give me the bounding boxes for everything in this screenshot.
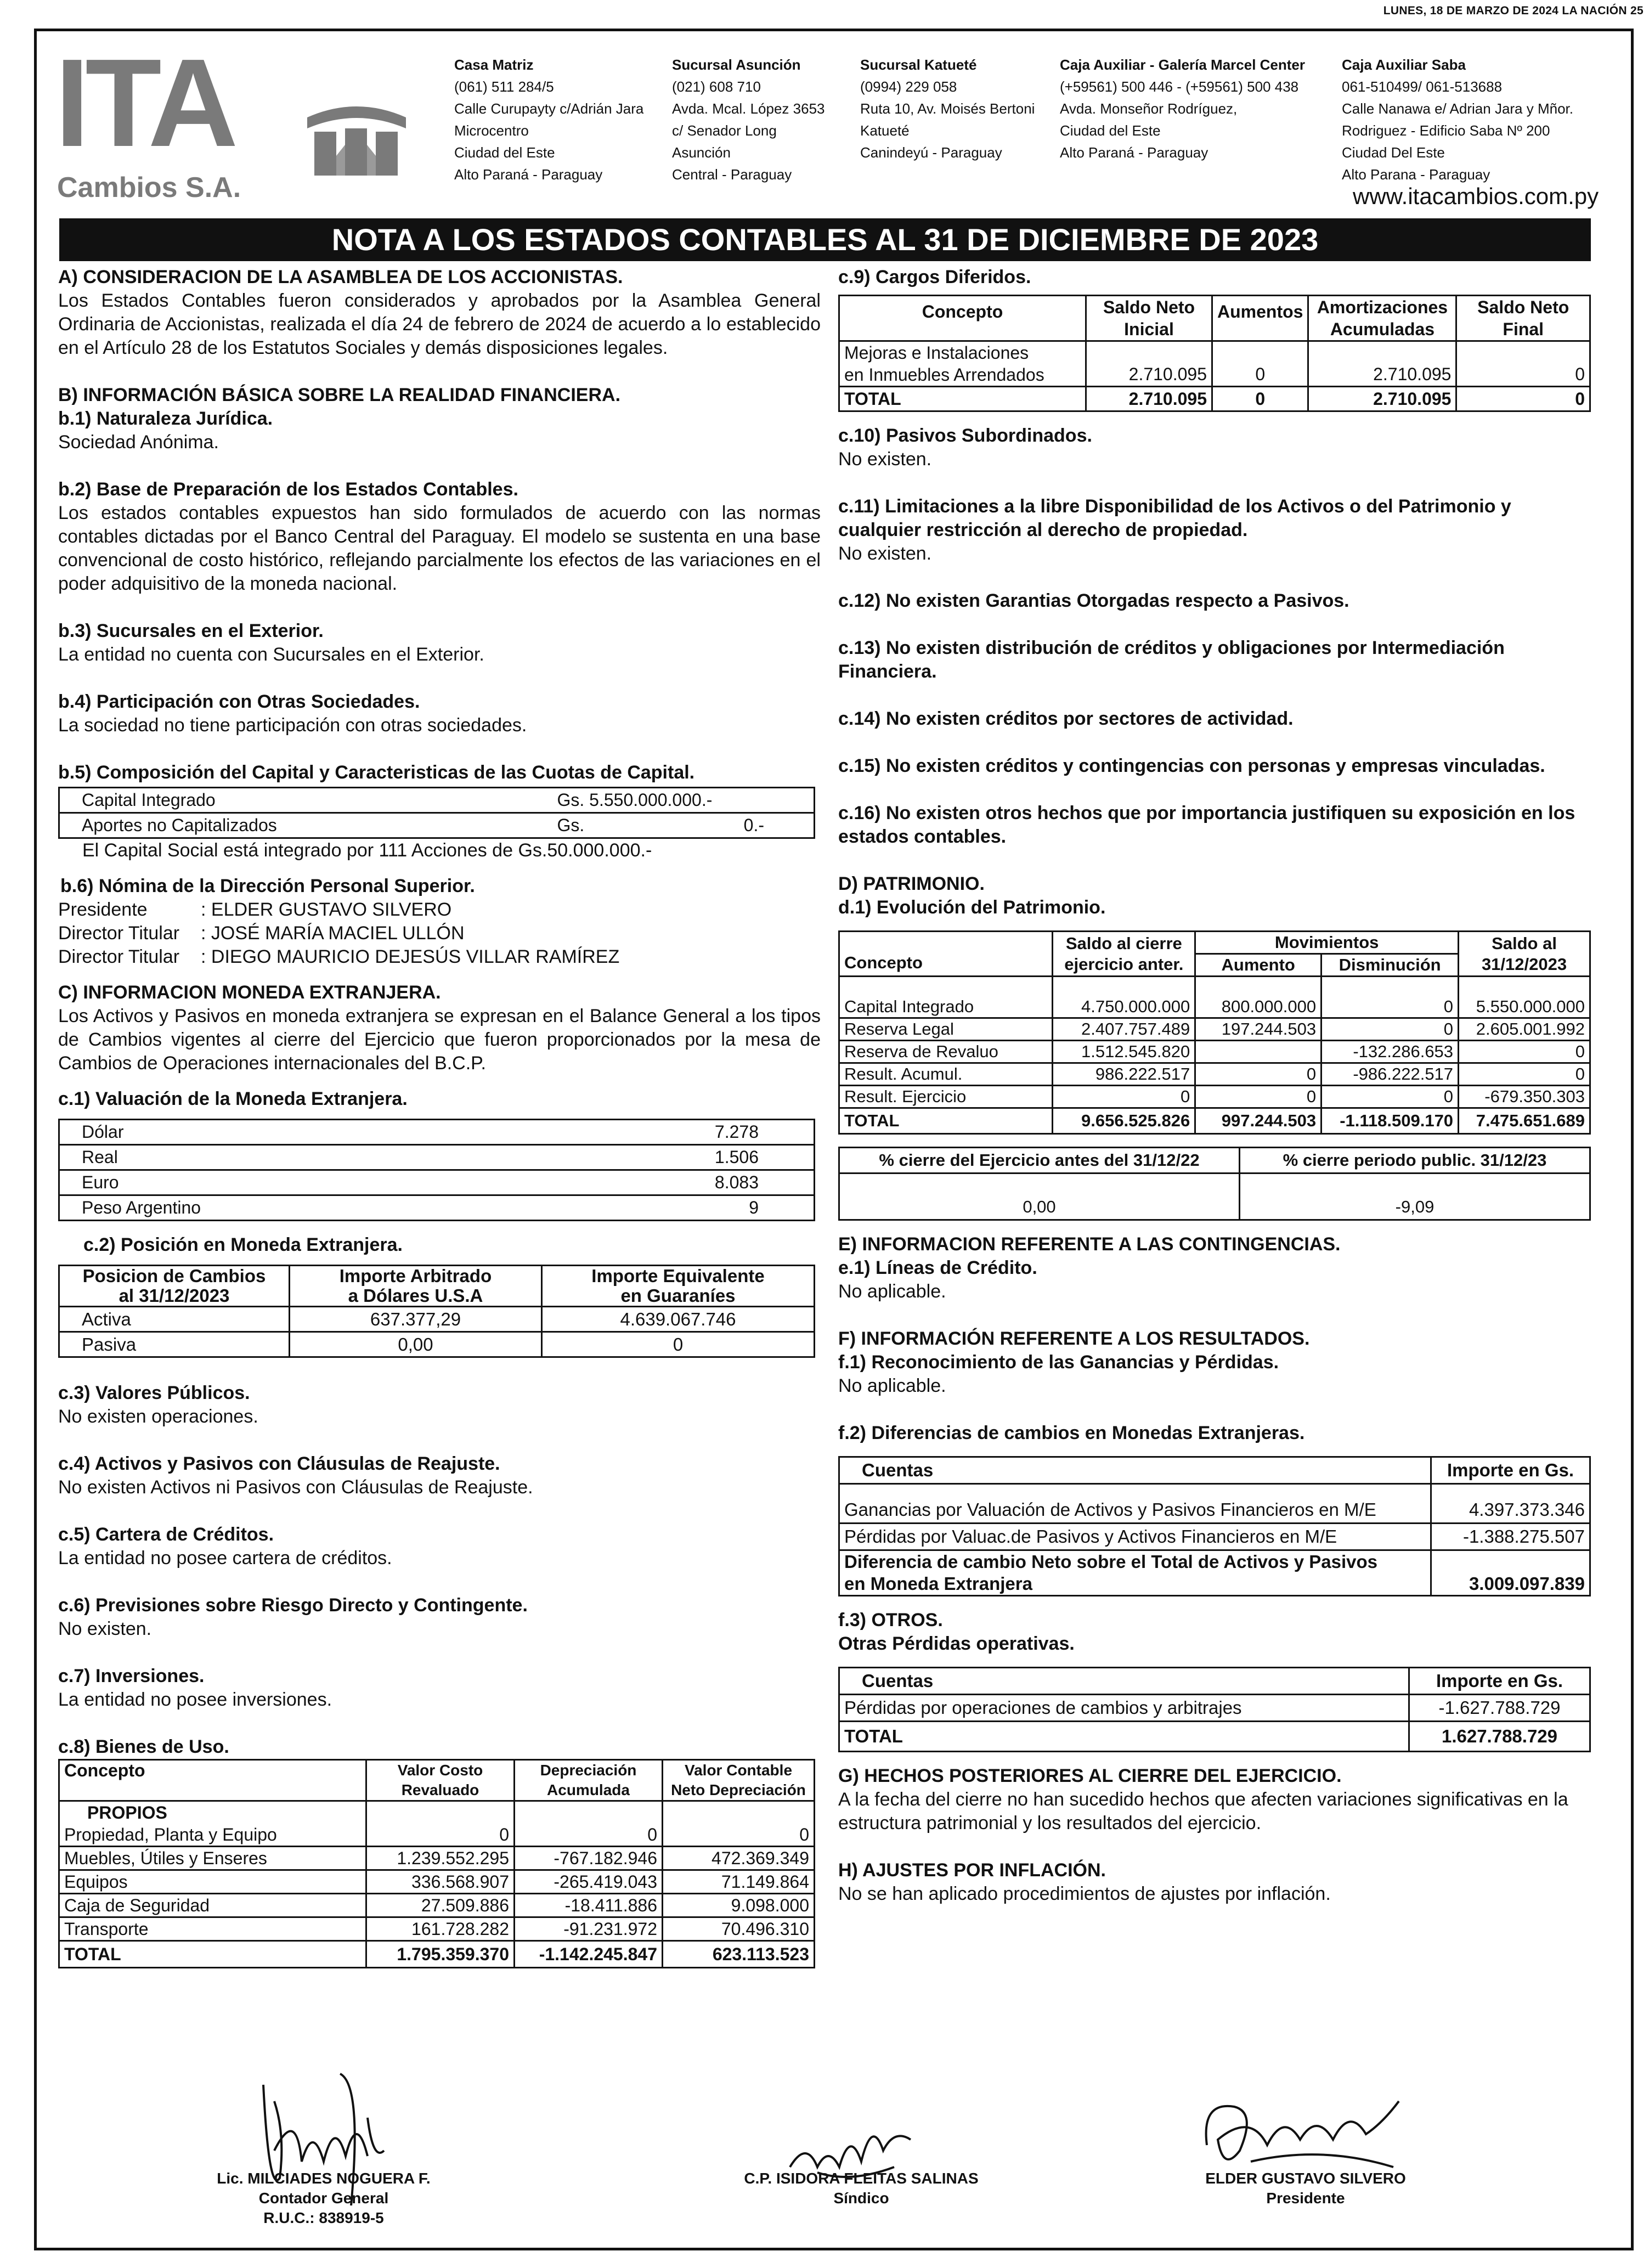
c5-heading: c.5) Cartera de Créditos. [58,1524,274,1545]
c3-heading: c.3) Valores Públicos. [58,1383,250,1403]
section-f-heading: F) INFORMACIÓN REFERENTE A LOS RESULTADOS. [838,1328,1310,1349]
b1-heading: b.1) Naturaleza Jurídica. [58,408,273,429]
table-row: Director Titular : DIEGO MAURICIO DEJESÚS VILLAR RAMÍREZ [58,946,620,967]
signature-sindico: C.P. ISIDORA FLEITAS SALINAS Síndico [744,2170,979,2207]
d1-heading: d.1) Evolución del Patrimonio. [838,897,1106,918]
table-header: Posicion de Cambios al 31/12/2023 Importe Arbitrado a Dólares U.S.A Importe Equivalente en Guaraníes [59,1266,815,1307]
website-link[interactable]: www.itacambios.com.py [1353,183,1599,209]
other-losses-table [838,1667,1591,1752]
c7-heading: c.7) Inversiones. [58,1666,205,1686]
f2-heading: f.2) Diferencias de cambios en Monedas Extranjeras. [838,1423,1305,1443]
table-row: Result. Ejercicio 0 0 0 -679.350.303 [839,1085,1590,1108]
c8-heading: c.8) Bienes de Uso. [58,1736,229,1757]
left-column [58,266,821,1968]
e1-text: No aplicable. [838,1281,946,1302]
table-total-row: TOTAL 2.710.095 0 2.710.095 0 [839,387,1590,411]
table-row: Propiedad, Planta y Equipo 0 0 0 [59,1824,815,1847]
c5-text: La entidad no posee cartera de créditos. [58,1548,392,1569]
table-total-row: TOTAL 1.795.359.370 -1.142.245.847 623.113.523 [59,1941,815,1968]
table-row: Transporte 161.728.282 -91.231.972 70.496.310 [59,1917,815,1941]
table-total-row: TOTAL 1.627.788.729 [839,1721,1590,1751]
c4-heading: c.4) Activos y Pasivos con Cláusulas de Reajuste. [58,1453,500,1474]
table-row: PROPIOS [59,1801,815,1824]
c11-text: No existen. [838,543,932,564]
table-header: Concepto Saldo al cierre ejercicio anter. Movimientos Saldo al 31/12/2023 [839,932,1590,954]
table-total-row: TOTAL 9.656.525.826 997.244.503 -1.118.509.170 7.475.651.689 [839,1108,1590,1133]
b4-heading: b.4) Participación con Otras Sociedades. [58,691,420,712]
table-row: Capital Integrado 4.750.000.000 800.000.000 0 5.550.000.000 [839,996,1590,1018]
table-header: Cuentas Importe en Gs. [839,1457,1590,1484]
page-title: NOTA A LOS ESTADOS CONTABLES AL 31 DE DICIEMBRE DE 2023 [59,218,1591,261]
section-a-heading: A) CONSIDERACION DE LA ASAMBLEA DE LOS ACCIONISTAS. [58,267,623,287]
section-a-text: Los Estados Contables fueron considerados y aprobados por la Asamblea General Ordinaria de Accionistas, realizada el día 24 de febrero de 2024 de acuerdo a lo establecido en el Artículo 28 de los Estatutos Sociales y demás disposiciones legales. [58,290,821,358]
section-b-heading: B) INFORMACIÓN BÁSICA SOBRE LA REALIDAD FINANCIERA. [58,385,621,405]
table-row: Peso Argentino 9 [82,1198,759,1217]
capital-table [58,787,815,839]
table-row: Director Titular : JOSÉ MARÍA MACIEL ULLÓN [58,923,465,944]
b2-heading: b.2) Base de Preparación de los Estados Contables. [58,479,518,500]
c9-heading: c.9) Cargos Diferidos. [838,267,1031,287]
section-h-text: No se han aplicado procedimientos de ajustes por inflación. [838,1883,1331,1904]
section-d-heading: D) PATRIMONIO. [838,873,985,894]
section-c-text: Los Activos y Pasivos en moneda extranjera se expresan en el Balance General a los tipos de Cambios vigentes al cierre del Ejercicio que fueron proporcionados por la mesa de Cambios de Operaciones internacionales del B.C.P. [58,1006,821,1074]
b4-text: La sociedad no tiene participación con otras sociedades. [58,715,527,736]
signature-contador: Lic. MILCIADES NOGUERA F. Contador General R.U.C.: 838919-5 [217,2170,431,2226]
table-row: Muebles, Útiles y Enseres 1.239.552.295 -767.182.946 472.369.349 [59,1847,815,1870]
section-g-text: A la fecha del cierre no han sucedido hechos que afecten variaciones significativas en la estructura patrimonial y los resultados del ejercicio. [838,1789,1568,1833]
table-header: Concepto Valor Costo Revaluado Depreciación Acumulada Valor Contable Neto Depreciación [59,1760,815,1801]
table-row: Dólar 7.278 [59,1120,815,1145]
f1-heading: f.1) Reconocimiento de las Ganancias y Pérdidas. [838,1352,1279,1373]
c6-text: No existen. [58,1618,152,1639]
b1-text: Sociedad Anónima. [58,432,219,453]
directors-table [58,898,619,969]
table-row: Reserva de Revaluo 1.512.545.820 -132.286.653 0 [839,1040,1590,1063]
table-header: Cuentas Importe en Gs. [839,1667,1590,1694]
c10-heading: c.10) Pasivos Subordinados. [838,425,1092,446]
office-casa-matriz: Casa Matriz (061) 511 284/5 Calle Curupayty c/Adrián Jara Microcentro Ciudad del Este Alto Paraná - Paraguay [454,57,644,183]
c7-text: La entidad no posee inversiones. [58,1689,332,1710]
logo-mark-icon [304,95,409,178]
right-column [838,266,1591,1906]
c4-text: No existen Activos ni Pasivos con Cláusulas de Reajuste. [58,1477,533,1498]
table-row: 0,00 -9,09 [839,1195,1590,1220]
b5-heading: b.5) Composición del Capital y Caracteristicas de las Cuotas de Capital. [58,762,695,783]
capital-note: El Capital Social está integrado por 111 Acciones de Gs.50.000.000.- [82,840,652,861]
section-g-heading: G) HECHOS POSTERIORES AL CIERRE DEL EJERCICIO. [838,1765,1342,1786]
section-e-heading: E) INFORMACION REFERENTE A LAS CONTINGENCIAS. [838,1234,1341,1255]
c13-heading: c.13) No existen distribución de créditos y obligaciones por Intermediación Financiera. [838,637,1505,682]
table-row: Reserva Legal 2.407.757.489 197.244.503 0 2.605.001.992 [839,1018,1590,1040]
fx-position-table [58,1265,815,1358]
b6-heading: b.6) Nómina de la Dirección Personal Superior. [60,876,475,896]
c10-text: No existen. [838,449,932,470]
c15-heading: c.15) No existen créditos y contingencias con personas y empresas vinculadas. [838,755,1545,776]
ita-logo [55,33,406,211]
logo-word: ITA [55,33,234,173]
c14-heading: c.14) No existen créditos por sectores de actividad. [838,708,1294,729]
table-header: Concepto Saldo Neto Inicial Aumentos Amortizaciones Acumuladas Saldo Neto Final [839,296,1590,341]
table-header: % cierre del Ejercicio antes del 31/12/22 % cierre periodo public. 31/12/23 [839,1147,1590,1173]
percentage-table [838,1147,1591,1221]
b3-heading: b.3) Sucursales en el Exterior. [58,620,324,641]
c6-heading: c.6) Previsiones sobre Riesgo Directo y Contingente. [58,1595,528,1616]
table-row: Pérdidas por Valuac.de Pasivos y Activos Financieros en M/E -1.388.275.507 [839,1523,1590,1550]
exchange-differences-table [838,1456,1591,1596]
c2-heading: c.2) Posición en Moneda Extranjera. [83,1234,403,1255]
table-row: Euro 8.083 [59,1170,815,1195]
deferred-charges-table [838,295,1591,412]
office-marcel-center: Caja Auxiliar - Galería Marcel Center (+59561) 500 446 - (+59561) 500 438 Avda. Monseñor Rodríguez, Ciudad del Este Alto Paraná - Paraguay [1060,57,1306,161]
signature-3-scribble [1185,2079,1415,2184]
b3-text: La entidad no cuenta con Sucursales en el Exterior. [58,644,484,665]
table-row: Mejoras e Instalaciones en Inmuebles Arrendados 2.710.095 0 2.710.095 0 [839,341,1590,387]
table-row: Real 1.506 [59,1145,815,1170]
table-row: Pasiva 0,00 0 [59,1332,815,1357]
f3-subheading: Otras Pérdidas operativas. [838,1633,1075,1654]
running-header: LUNES, 18 DE MARZO DE 2024 LA NACIÓN 25 [1383,4,1644,17]
office-asuncion: Sucursal Asunción (021) 608 710 Avda. Mcal. López 3653 c/ Senador Long Asunción Central - Paraguay [672,57,825,183]
c1-heading: c.1) Valuación de la Moneda Extranjera. [58,1088,408,1109]
b2-text: Los estados contables expuestos han sido formulados de acuerdo con las normas contables dictadas por el Banco Central del Paraguay. El modelo se sustenta en una base convencional de costo histórico, reflejando parcialmente los efectos de las variaciones en el poder adquisitivo de la moneda nacional. [58,503,821,594]
table-row: Result. Acumul. 986.222.517 0 -986.222.517 0 [839,1063,1590,1085]
f3-heading: f.3) OTROS. [838,1609,943,1631]
currency-valuation-table [58,1119,815,1221]
table-row: Ganancias por Valuación de Activos y Pasivos Financieros en M/E 4.397.373.346 [839,1497,1590,1524]
equity-evolution-table [838,930,1591,1135]
office-katuete: Sucursal Katueté (0994) 229 058 Ruta 10, Av. Moisés Bertoni Katueté Canindeyú - Paraguay [860,57,1035,161]
section-h-heading: H) AJUSTES POR INFLACIÓN. [838,1859,1106,1881]
table-row: Presidente : ELDER GUSTAVO SILVERO [58,899,452,920]
signature-presidente: ELDER GUSTAVO SILVERO Presidente [1205,2170,1406,2207]
c12-heading: c.12) No existen Garantias Otorgadas respecto a Pasivos. [838,590,1349,611]
c11-heading: c.11) Limitaciones a la libre Disponibilidad de los Activos o del Patrimonio y cualquier restricción al derecho de propiedad. [838,496,1511,540]
c16-heading: c.16) No existen otros hechos que por importancia justifiquen su exposición en los estados contables. [838,803,1575,847]
table-row: Aportes no Capitalizados Gs. 0.- [82,815,764,835]
f1-text: No aplicable. [838,1375,946,1396]
table-row: Activa 637.377,29 4.639.067.746 [59,1307,815,1332]
table-row: Caja de Seguridad 27.509.886 -18.411.886 9.098.000 [59,1894,815,1917]
office-saba: Caja Auxiliar Saba 061-510499/ 061-513688 Calle Nanawa e/ Adrian Jara y Mñor. Rodriguez - Edificio Saba Nº 200 Ciudad Del Este Alto Parana - Paraguay [1342,57,1573,183]
table-row: Capital Integrado Gs. 5.550.000.000.- [59,788,815,813]
section-c-heading: C) INFORMACION MONEDA EXTRANJERA. [58,982,441,1003]
table-total-row: Diferencia de cambio Neto sobre el Total de Activos y Pasivos en Moneda Extranjera 3.009.097.839 [839,1550,1590,1595]
e1-heading: e.1) Líneas de Crédito. [838,1257,1037,1278]
logo-subtitle: Cambios S.A. [57,172,241,204]
table-row: Equipos 336.568.907 -265.419.043 71.149.864 [59,1870,815,1894]
table-header: Aumento Disminución [839,954,1590,977]
c3-text: No existen operaciones. [58,1406,258,1427]
fixed-assets-table [58,1759,815,1968]
table-row: Pérdidas por operaciones de cambios y arbitrajes -1.627.788.729 [839,1694,1590,1721]
